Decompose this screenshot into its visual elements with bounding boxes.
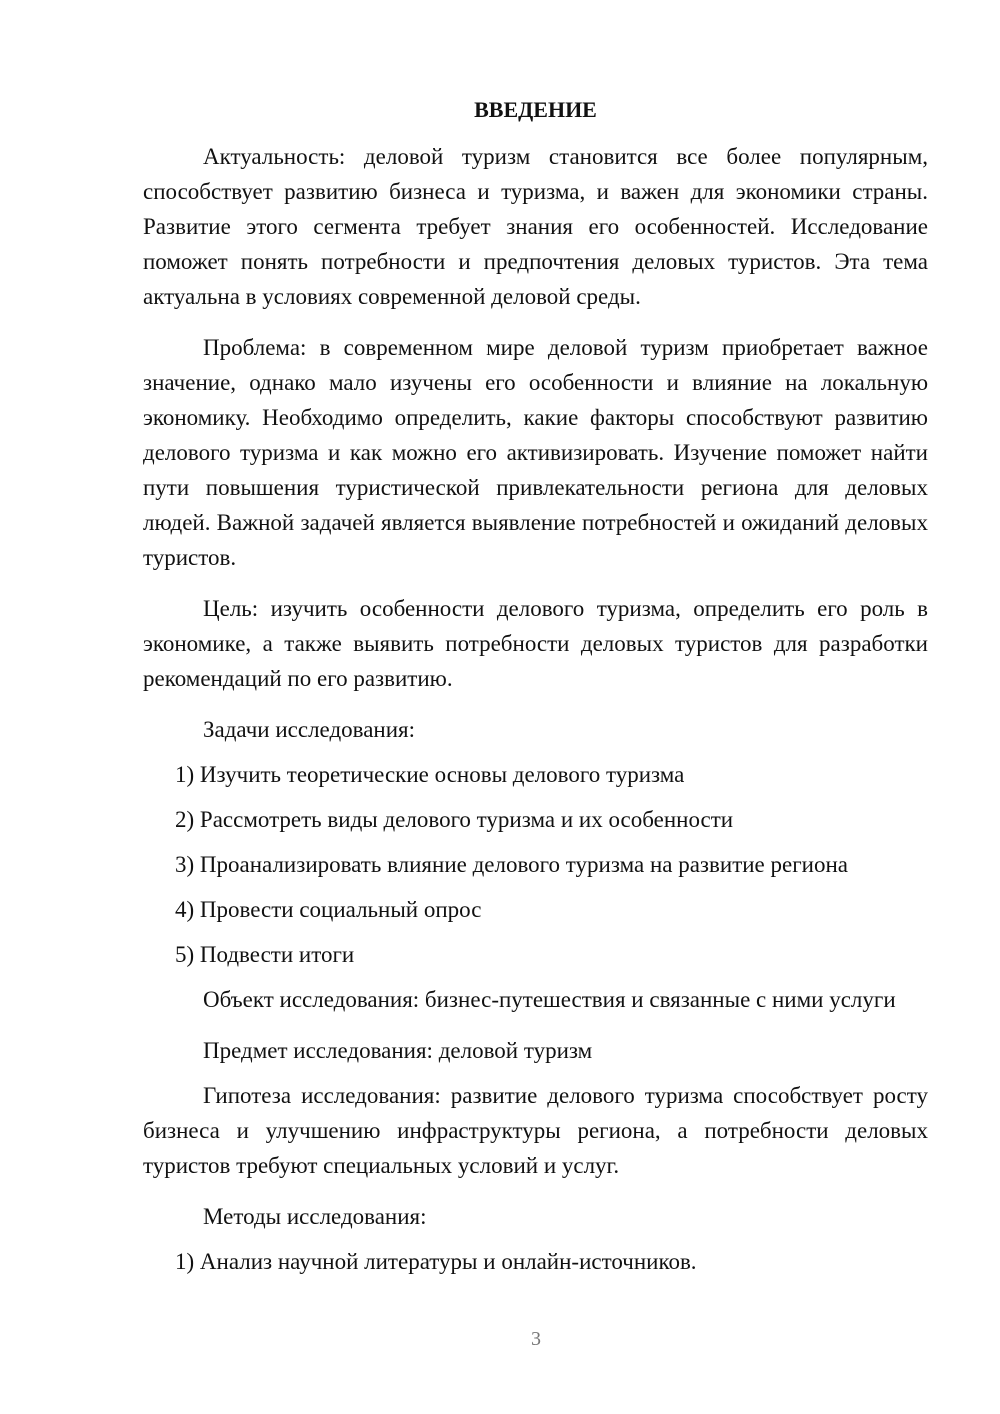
section-title: ВВЕДЕНИЕ	[474, 97, 597, 122]
page-content	[143, 95, 928, 1289]
problem-paragraph: Проблема: в современном мире деловой туризм приобретает важное значение, однако мало изучены его особенности и влияние на локальную экономику. Необходимо определить, какие факторы способствуют развитию делового туризма и как можно его активизировать. Изучение поможет найти пути повышения туристической привлекательности региона для деловых людей. Важной задачей является выявление потребностей и ожиданий деловых туристов.	[143, 335, 928, 570]
object-paragraph: Объект исследования: бизнес-путешествия и связанные с ними услуги	[203, 987, 896, 1012]
method-item-1: 1) Анализ научной литературы и онлайн-источников.	[175, 1249, 697, 1274]
goal-paragraph: Цель: изучить особенности делового туризма, определить его роль в экономике, а также выявить потребности деловых туристов для разработки рекомендаций по его развитию.	[143, 596, 928, 691]
hypothesis-paragraph: Гипотеза исследования: развитие делового туризма способствует росту бизнеса и улучшению инфраструктуры региона, а потребности деловых туристов требуют специальных условий и услуг.	[143, 1083, 928, 1178]
subject-paragraph: Предмет исследования: деловой туризм	[203, 1038, 593, 1063]
relevance-paragraph: Актуальность: деловой туризм становится все более популярным, способствует развитию бизнеса и туризма, и важен для экономики страны. Развитие этого сегмента требует знания его особенностей. Исследование поможет понять потребности и предпочтения деловых туристов. Эта тема актуальна в условиях современной деловой среды.	[143, 144, 928, 309]
tasks-heading: Задачи исследования:	[203, 717, 416, 742]
task-item-4: 4) Провести социальный опрос	[175, 897, 482, 922]
page-number: 3	[531, 1328, 541, 1350]
methods-heading: Методы исследования:	[203, 1204, 427, 1229]
task-item-3: 3) Проанализировать влияние делового туризма на развитие региона	[175, 852, 848, 877]
task-item-5: 5) Подвести итоги	[175, 942, 355, 967]
task-item-2: 2) Рассмотреть виды делового туризма и их особенности	[175, 807, 734, 832]
task-item-1: 1) Изучить теоретические основы делового туризма	[175, 762, 685, 787]
